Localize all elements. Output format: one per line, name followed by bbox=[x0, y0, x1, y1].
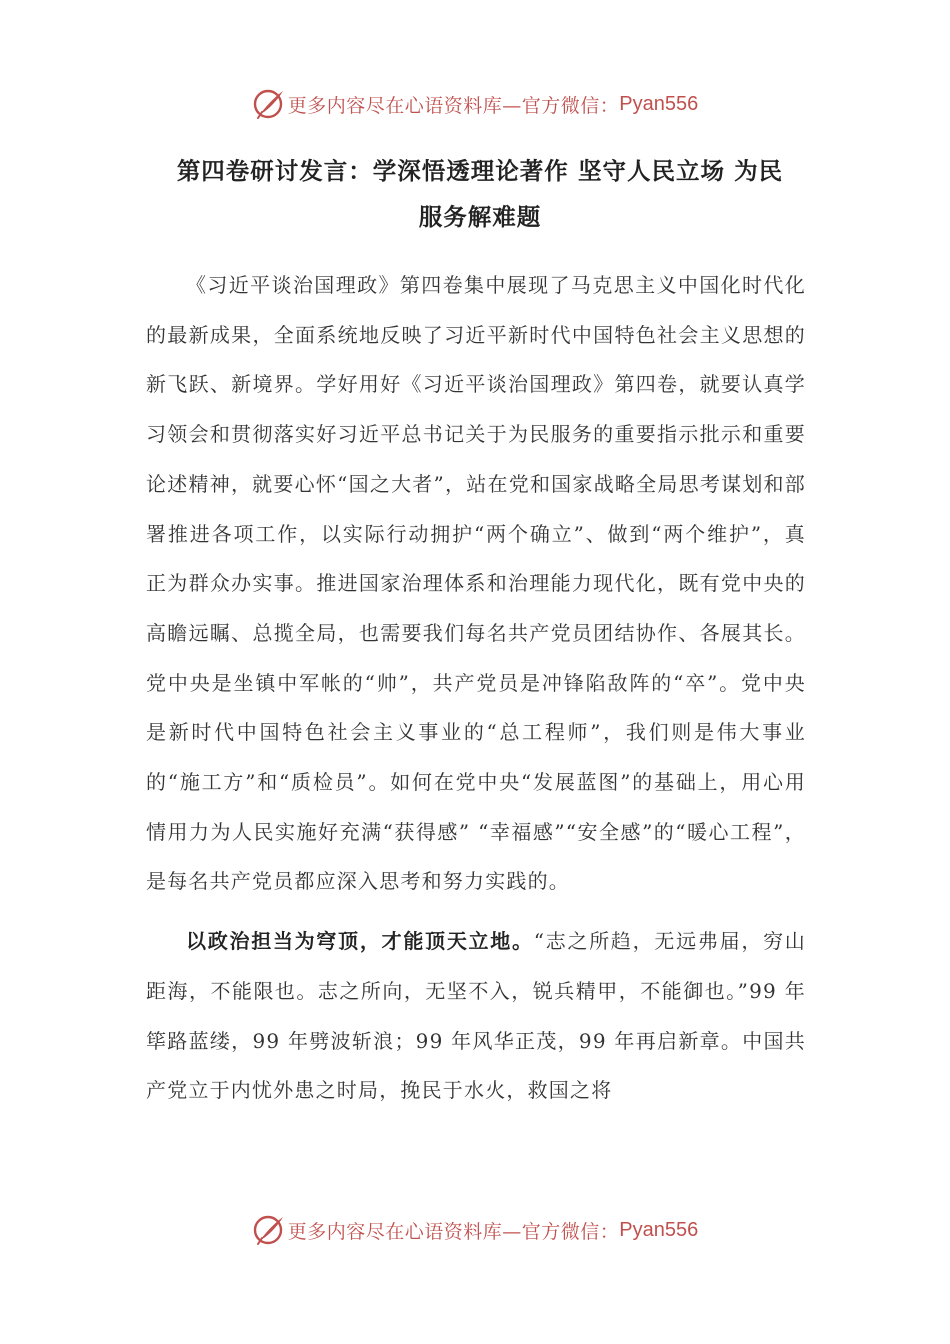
paragraph-2-body: “志之所趋，无远弗届，穷山距海，不能限也。志之所向，无坚不入，锐兵精甲，不能御也。”99 年筚路蓝缕，99 年劈波斩浪；99 年风华正茂，99 年再启新章。中国共产党立于内忧外患之时局，挽民于水火，救国之将 bbox=[146, 929, 807, 1103]
title-line-2: 服务解难题 bbox=[418, 203, 542, 231]
paragraph-2 bbox=[146, 917, 806, 1116]
header-banner bbox=[0, 84, 950, 124]
wechat-id: Pyan556 bbox=[619, 1218, 699, 1241]
paragraph-2-lead: 以政治担当为穹顶，才能顶天立地。 bbox=[186, 929, 534, 954]
title-line-1: 第四卷研讨发言：学深悟透理论著作 坚守人民立场 为民 bbox=[176, 157, 784, 185]
banner-text: 更多内容尽在心语资料库—官方微信： bbox=[287, 94, 620, 117]
banner-text: 更多内容尽在心语资料库—官方微信： bbox=[287, 1220, 620, 1243]
document-title bbox=[140, 148, 820, 240]
document-body bbox=[146, 261, 806, 1116]
wechat-id: Pyan556 bbox=[619, 92, 699, 115]
footer-banner bbox=[0, 1210, 950, 1250]
quill-logo-icon bbox=[252, 87, 286, 121]
quill-logo-icon bbox=[252, 1213, 286, 1247]
paragraph-1: 《习近平谈治国理政》第四卷集中展现了马克思主义中国化时代化的最新成果，全面系统地反映了习近平新时代中国特色社会主义思想的新飞跃、新境界。学好用好《习近平谈治国理政》第四卷，就要认真学习领会和贯彻落实好习近平总书记关于为民服务的重要指示批示和重要论述精神，就要心怀“国之大者”，站在党和国家战略全局思考谋划和部署推进各项工作，以实际行动拥护“两个确立”、做到“两个维护”，真正为群众办实事。推进国家治理体系和治理能力现代化，既有党中央的高瞻远瞩、总揽全局，也需要我们每名共产党员团结协作、各展其长。党中央是坐镇中军帐的“帅”，共产党员是冲锋陷敌阵的“卒”。党中央是新时代中国特色社会主义事业的“总工程师”，我们则是伟大事业的“施工方”和“质检员”。如何在党中央“发展蓝图”的基础上，用心用情用力为人民实施好充满“获得感” “幸福感”“安全感”的“暖心工程”，是每名共产党员都应深入思考和努力实践的。 bbox=[146, 273, 806, 894]
